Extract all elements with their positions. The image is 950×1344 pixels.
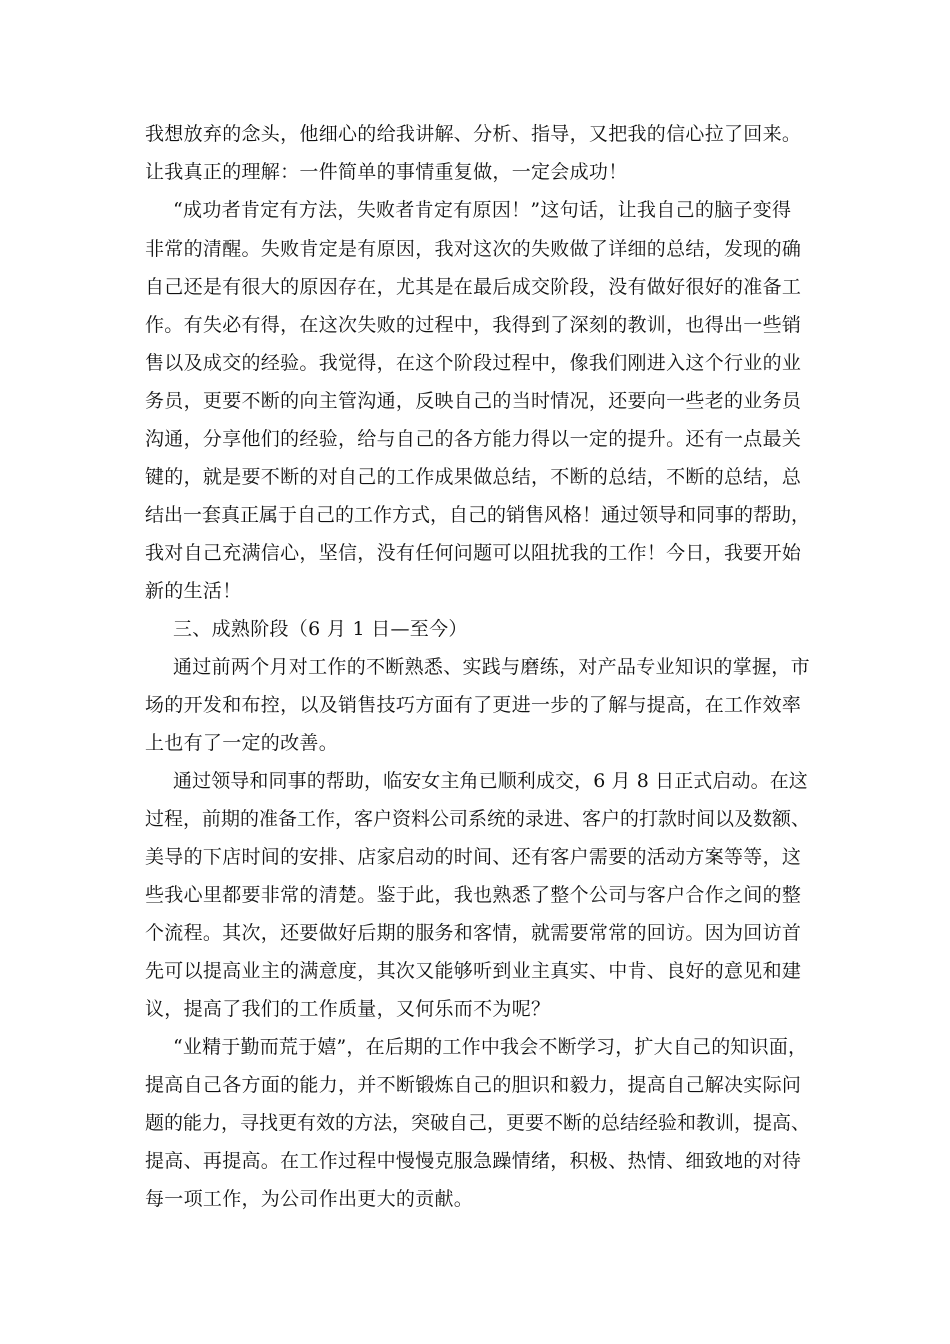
text-line: 过程，前期的准备工作，客户资料公司系统的录进、客户的打款时间以及数额、 <box>145 808 811 830</box>
text-line: 提高自己各方面的能力，并不断锻炼自己的胆识和毅力，提高自己解决实际问 <box>145 1074 802 1096</box>
paragraph-start-line: “成功者肯定有方法，失败者肯定有原因！”这句话，让我自己的脑子变得 <box>173 199 792 221</box>
text-line: 美导的下店时间的安排、店家启动的时间、还有客户需要的活动方案等等，这 <box>145 846 802 868</box>
paragraph-start-line: 通过领导和同事的帮助，临安女主角已顺利成交，6 月 8 日正式启动。在这 <box>173 770 808 792</box>
section-heading: 三、成熟阶段（6 月 1 日—至今） <box>173 618 468 640</box>
text-line: 非常的清醒。失败肯定是有原因，我对这次的失败做了详细的总结，发现的确 <box>145 238 802 260</box>
text-line: 沟通，分享他们的经验，给与自己的各方能力得以一定的提升。还有一点最关 <box>145 428 802 450</box>
text-line: 提高、再提高。在工作过程中慢慢克服急躁情绪，积极、热情、细致地的对待 <box>145 1150 802 1172</box>
text-line: 键的，就是要不断的对自己的工作成果做总结，不断的总结，不断的总结，总 <box>145 466 802 488</box>
text-line: 新的生活！ <box>145 580 242 602</box>
text-line: 每一项工作，为公司作出更大的贡献。 <box>145 1188 474 1210</box>
paragraph-start-line: 通过前两个月对工作的不断熟悉、实践与磨练，对产品专业知识的掌握，市 <box>173 656 810 678</box>
text-line: 先可以提高业主的满意度，其次又能够听到业主真实、中肯、良好的意见和建 <box>145 960 802 982</box>
text-line: 题的能力，寻找更有效的方法，突破自己，更要不断的总结经验和教训，提高、 <box>145 1112 811 1134</box>
text-line: 场的开发和布控，以及销售技巧方面有了更进一步的了解与提高，在工作效率 <box>145 694 802 716</box>
text-line: 议，提高了我们的工作质量，又何乐而不为呢？ <box>145 998 551 1020</box>
text-line: 自己还是有很大的原因存在，尤其是在最后成交阶段，没有做好很好的准备工 <box>145 276 802 298</box>
text-line: 我想放弃的念头，他细心的给我讲解、分析、指导，又把我的信心拉了回来。 <box>145 123 802 145</box>
text-line: 我对自己充满信心，坚信，没有任何问题可以阻扰我的工作！今日，我要开始 <box>145 542 802 564</box>
text-line: 结出一套真正属于自己的工作方式，自己的销售风格！通过领导和同事的帮助， <box>145 504 811 526</box>
text-line: 些我心里都要非常的清楚。鉴于此，我也熟悉了整个公司与客户合作之间的整 <box>145 884 802 906</box>
paragraph-start-line: “业精于勤而荒于嬉”，在后期的工作中我会不断学习，扩大自己的知识面， <box>173 1036 808 1058</box>
text-line: 售以及成交的经验。我觉得，在这个阶段过程中，像我们刚进入这个行业的业 <box>145 352 802 374</box>
text-line: 上也有了一定的改善。 <box>145 732 339 754</box>
text-line: 作。有失必有得，在这次失败的过程中，我得到了深刻的教训，也得出一些销 <box>145 314 802 336</box>
text-line: 让我真正的理解：一件简单的事情重复做，一定会成功！ <box>145 161 628 183</box>
text-line: 务员，更要不断的向主管沟通，反映自己的当时情况，还要向一些老的业务员 <box>145 390 802 412</box>
text-line: 个流程。其次，还要做好后期的服务和客情，就需要常常的回访。因为回访首 <box>145 922 802 944</box>
